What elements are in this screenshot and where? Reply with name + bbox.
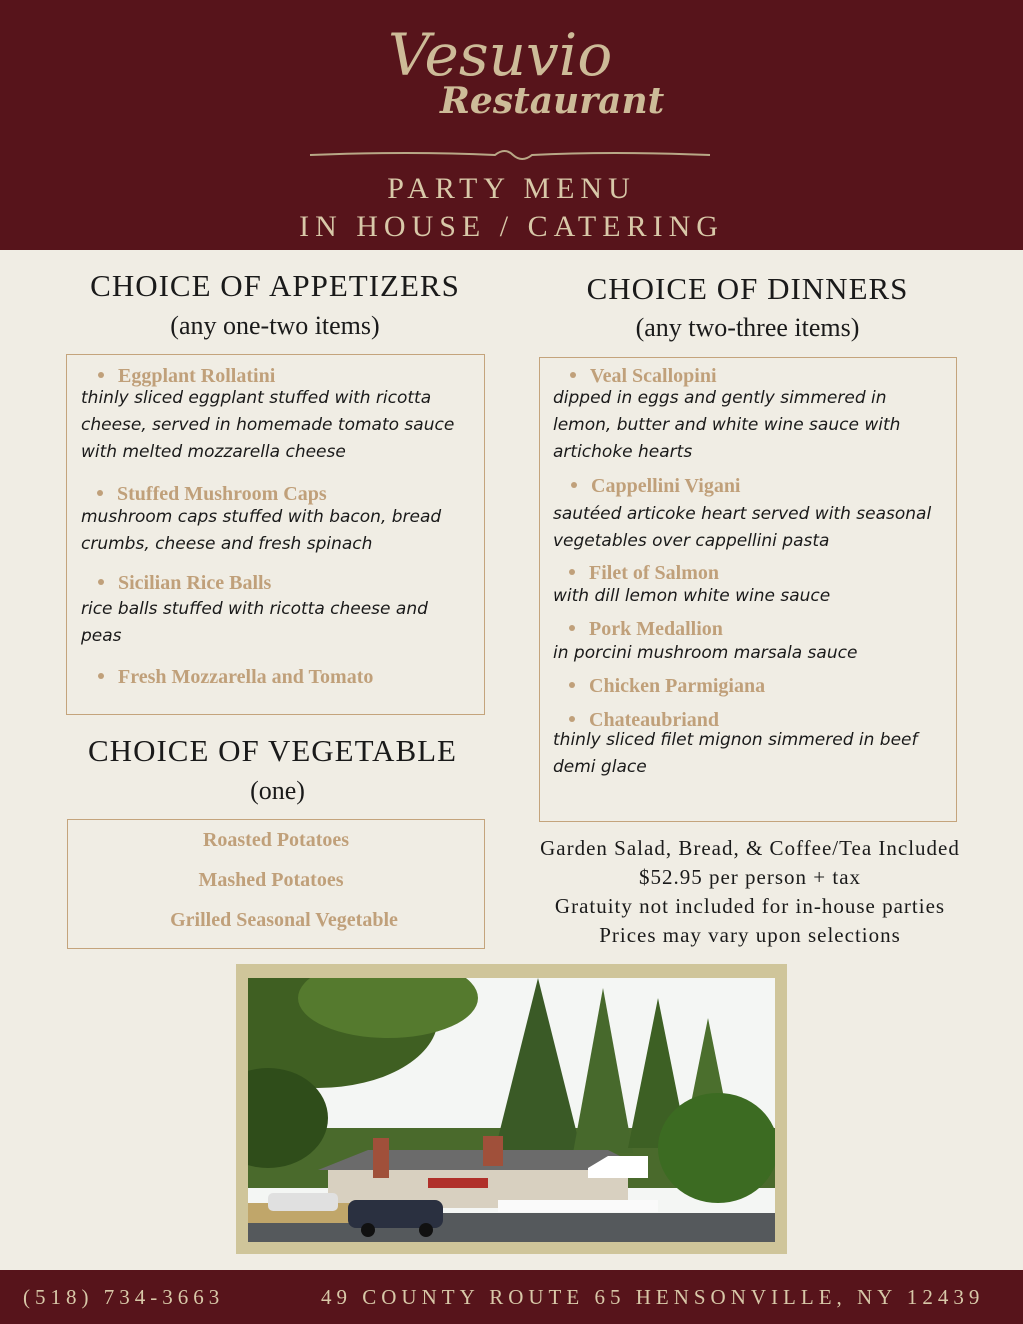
dinner-name-text: Pork Medallion xyxy=(589,618,723,640)
dinners-subtitle: (any two-three items) xyxy=(635,313,860,342)
vegetable-subtitle: (one) xyxy=(250,776,305,805)
dinner-desc xyxy=(553,583,830,610)
desc-line: vegetables over cappellini pasta xyxy=(553,531,830,551)
dinner-desc xyxy=(553,640,857,667)
restaurant-photo-illustration xyxy=(248,978,775,1242)
vegetable-item: Roasted Potatoes xyxy=(202,829,350,851)
desc-line: crumbs, cheese and fresh spinach xyxy=(81,534,373,554)
dinner-name xyxy=(571,474,741,498)
appetizer-name xyxy=(98,571,271,595)
info-line: Prices may vary upon selections xyxy=(599,923,901,947)
restaurant-photo xyxy=(248,978,775,1242)
desc-line: cheese, served in homemade tomato sauce xyxy=(81,415,455,435)
desc-line: lemon, butter and white wine sauce with xyxy=(553,415,901,435)
header-banner xyxy=(0,0,1023,250)
dinner-name xyxy=(569,674,765,698)
bullet-icon xyxy=(571,482,577,488)
desc-line: thinly sliced filet mignon simmered in beef xyxy=(553,730,918,750)
desc-line: artichoke hearts xyxy=(553,442,693,462)
dinner-desc xyxy=(553,385,900,466)
dinner-name-text: Veal Scallopini xyxy=(590,365,717,387)
dinner-name xyxy=(569,617,723,641)
bullet-icon xyxy=(569,625,575,631)
dinner-name-text: Cappellini Vigani xyxy=(591,475,741,497)
bullet-icon xyxy=(98,673,104,679)
desc-line: peas xyxy=(81,626,122,646)
desc-line: with melted mozzarella cheese xyxy=(81,442,346,462)
phone-number: (518) 734-3663 xyxy=(23,1285,225,1309)
dinner-desc xyxy=(553,501,931,555)
appetizer-name xyxy=(97,482,327,506)
bullet-icon xyxy=(98,372,104,378)
appetizer-name-text: Fresh Mozzarella and Tomato xyxy=(118,666,374,688)
info-block xyxy=(500,834,1000,950)
desc-line: rice balls stuffed with ricotta cheese and xyxy=(81,599,428,619)
desc-line: in porcini mushroom marsala sauce xyxy=(553,643,858,663)
logo-line2: Restaurant xyxy=(440,80,665,122)
appetizers-title: CHOICE OF APPETIZERS xyxy=(90,268,460,303)
bullet-icon xyxy=(569,716,575,722)
appetizer-desc xyxy=(81,504,441,558)
dinner-desc xyxy=(553,727,918,781)
desc-line: dipped in eggs and gently simmered in xyxy=(553,388,887,408)
appetizer-name-text: Sicilian Rice Balls xyxy=(118,572,272,594)
dinner-name-text: Chateaubriand xyxy=(589,709,720,731)
bullet-icon xyxy=(570,372,576,378)
vegetable-item: Grilled Seasonal Vegetable xyxy=(170,909,398,931)
bullet-icon xyxy=(569,569,575,575)
bullet-icon xyxy=(97,490,103,496)
appetizer-desc xyxy=(81,385,454,466)
logo-line1: Vesuvio xyxy=(388,21,613,89)
appetizer-name-text: Eggplant Rollatini xyxy=(118,365,276,387)
header-subtitle-line2: IN HOUSE / CATERING xyxy=(299,210,724,243)
dinner-name-text: Chicken Parmigiana xyxy=(589,675,766,697)
dinners-title: CHOICE OF DINNERS xyxy=(586,271,909,306)
desc-line: demi glace xyxy=(553,757,647,777)
appetizers-subtitle: (any one-two items) xyxy=(170,311,380,340)
dinner-name-text: Filet of Salmon xyxy=(589,562,719,584)
header-subtitle-line1: PARTY MENU xyxy=(387,172,636,205)
appetizer-name-text: Stuffed Mushroom Caps xyxy=(117,483,327,505)
address: 49 COUNTY ROUTE 65 HENSONVILLE, NY 12439 xyxy=(321,1285,985,1309)
desc-line: mushroom caps stuffed with bacon, bread xyxy=(81,507,442,527)
bullet-icon xyxy=(569,682,575,688)
appetizer-name xyxy=(98,665,373,689)
desc-line: thinly sliced eggplant stuffed with ricotta xyxy=(81,388,432,408)
desc-line: sautéed articoke heart served with seasonal xyxy=(553,504,932,524)
vegetable-item: Mashed Potatoes xyxy=(198,869,344,891)
desc-line: with dill lemon white wine sauce xyxy=(553,586,831,606)
bullet-icon xyxy=(98,579,104,585)
appetizer-desc xyxy=(81,596,428,650)
info-line: Garden Salad, Bread, & Coffee/Tea Included xyxy=(540,836,960,860)
info-line: $52.95 per person + tax xyxy=(638,865,862,889)
info-line: Gratuity not included for in-house parties xyxy=(554,894,946,918)
dinner-name xyxy=(569,561,719,585)
vegetable-title: CHOICE OF VEGETABLE xyxy=(88,733,457,768)
restaurant-logo xyxy=(300,5,720,165)
